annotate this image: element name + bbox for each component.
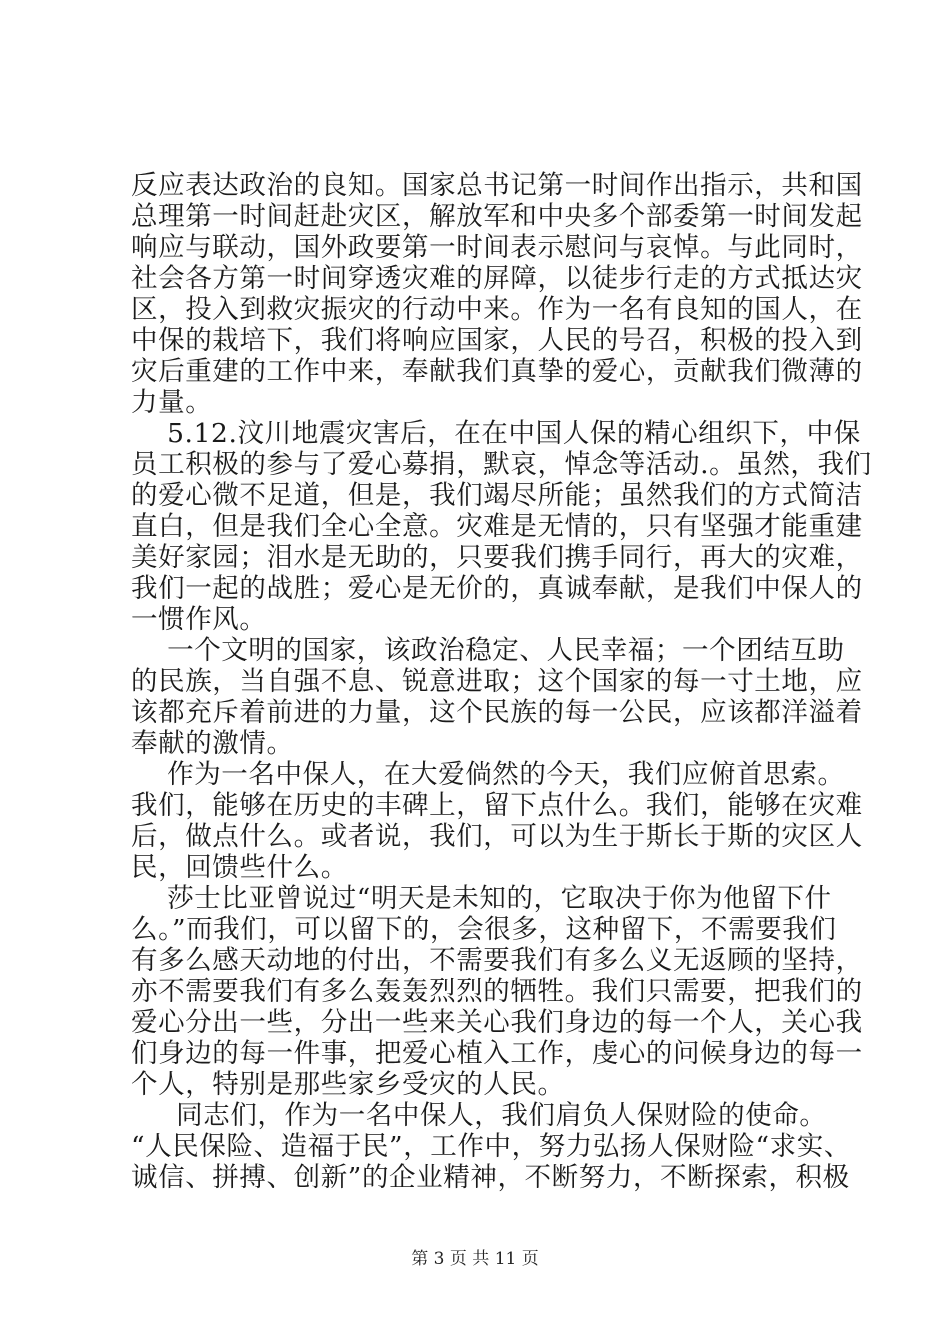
text-line: 反应表达政治的良知。国家总书记第一时间作出指示，共和国 xyxy=(131,170,863,201)
text-line: 总理第一时间赶赴灾区，解放军和中央多个部委第一时间发起 xyxy=(131,201,863,232)
text-line: 响应与联动，国外政要第一时间表示慰问与哀悼。与此同时， xyxy=(131,232,863,263)
text-line: 亦不需要我们有多么轰轰烈烈的牺牲。我们只需要，把我们的 xyxy=(131,976,863,1007)
text-line: 中保的栽培下，我们将响应国家，人民的号召，积极的投入到 xyxy=(131,325,863,356)
text-line: 作为一名中保人，在大爱倘然的今天，我们应俯首思索。 xyxy=(131,759,845,790)
text-line: 么。”而我们，可以留下的，会很多，这种留下，不需要我们 xyxy=(131,914,837,945)
text-line: 直白，但是我们全心全意。灾难是无情的，只有坚强才能重建 xyxy=(131,511,863,542)
text-line: 我们一起的战胜；爱心是无价的，真诚奉献，是我们中保人的 xyxy=(131,573,863,604)
text-line: 们身边的每一件事，把爱心植入工作，虔心的问候身边的每一 xyxy=(131,1038,863,1069)
text-line: 爱心分出一些，分出一些来关心我们身边的每一个人，关心我 xyxy=(131,1007,863,1038)
text-line: 员工积极的参与了爱心募捐，默哀，悼念等活动.。虽然，我们 xyxy=(131,449,872,480)
text-line: 区，投入到救灾振灾的行动中来。作为一名有良知的国人，在 xyxy=(131,294,863,325)
text-line: 莎士比亚曾说过“明天是未知的，它取决于你为他留下什 xyxy=(131,883,832,914)
text-line: 有多么感天动地的付出，不需要我们有多么义无返顾的坚持， xyxy=(131,945,863,976)
text-line: 力量。 xyxy=(131,387,213,418)
text-line: 的民族，当自强不息、锐意进取；这个国家的每一寸土地，应 xyxy=(131,666,863,697)
text-line: 个人，特别是那些家乡受灾的人民。 xyxy=(131,1069,565,1100)
text-line: 后，做点什么。或者说，我们，可以为生于斯长于斯的灾区人 xyxy=(131,821,863,852)
text-line: 灾后重建的工作中来，奉献我们真挚的爱心，贡献我们微薄的 xyxy=(131,356,863,387)
text-line: 同志们，作为一名中保人，我们肩负人保财险的使命。 xyxy=(131,1100,827,1131)
document-body xyxy=(131,170,872,1193)
text-line: 5.12.汶川地震灾害后，在在中国人保的精心组织下，中保 xyxy=(131,418,861,449)
text-line: 奉献的激情。 xyxy=(131,728,294,759)
text-line: “人民保险、造福于民”，工作中，努力弘扬人保财险“求实、 xyxy=(131,1131,851,1162)
text-line: 一个文明的国家，该政治稳定、人民幸福；一个团结互助 xyxy=(131,635,845,666)
text-line: 美好家园；泪水是无助的，只要我们携手同行，再大的灾难， xyxy=(131,542,863,573)
text-line: 民，回馈些什么。 xyxy=(131,852,348,883)
text-line: 的爱心微不足道，但是，我们竭尽所能；虽然我们的方式简洁 xyxy=(131,480,863,511)
text-line: 诚信、拼搏、创新”的企业精神，不断努力，不断探索，积极 xyxy=(131,1162,850,1193)
page-footer: 第 3 页 共 11 页 xyxy=(411,1249,539,1269)
text-line: 该都充斥着前进的力量，这个民族的每一公民，应该都洋溢着 xyxy=(131,697,863,728)
text-line: 一惯作风。 xyxy=(131,604,267,635)
text-line: 我们，能够在历史的丰碑上，留下点什么。我们，能够在灾难 xyxy=(131,790,863,821)
text-line: 社会各方第一时间穿透灾难的屏障，以徒步行走的方式抵达灾 xyxy=(131,263,863,294)
